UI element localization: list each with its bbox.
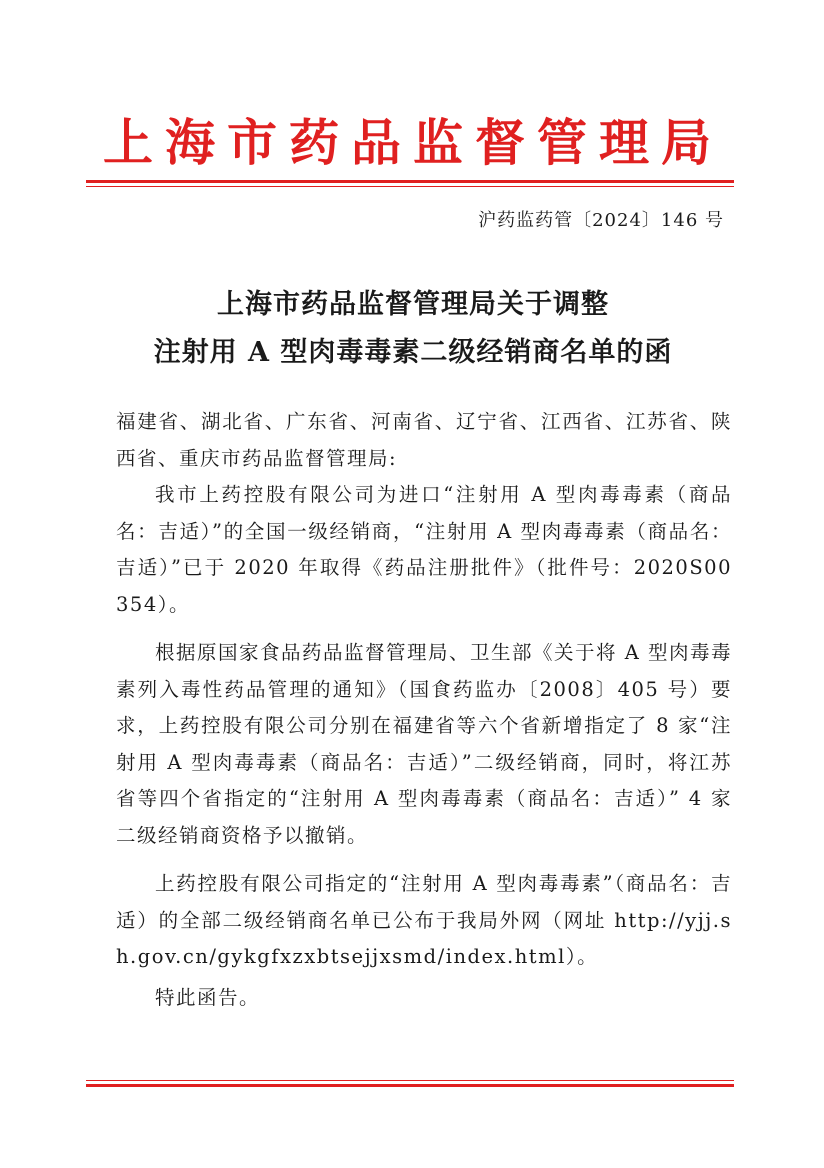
footer-rule-thin <box>86 1080 734 1081</box>
letterhead-rule-thin <box>86 186 734 187</box>
body-paragraph-1: 我市上药控股有限公司为进口“注射用 A 型肉毒毒素（商品名：吉适）”的全国一级经销商，“注射用 A 型肉毒毒素（商品名：吉适）”已于 2020 年取得《药品注册批件》（批件号：2020S00354）。 <box>116 483 732 616</box>
body-paragraph-3: 上药控股有限公司指定的“注射用 A 型肉毒毒素”（商品名：吉适）的全部二级经销商名单已公布于我局外网（网址 http://yjj.sh.gov.cn/gykgfxzxbtsejjxsmd/index.html）。 <box>116 872 732 968</box>
body-paragraph-2: 根据原国家食品药品监督管理局、卫生部《关于将 A 型肉毒毒素列入毒性药品管理的通知》（国食药监办〔2008〕405 号）要求，上药控股有限公司分别在福建省等六个省新增指定了 8 家“注射用 A 型肉毒毒素（商品名：吉适）”二级经销商，同时，将江苏省等四个省指定的“注射用 A 型肉毒毒素（商品名：吉适）” 4 家二级经销商资格予以撤销。 <box>116 641 732 847</box>
document-title-line1: 上海市药品监督管理局关于调整 <box>217 289 609 320</box>
document-body <box>116 404 732 1016</box>
closing-paragraph: 特此函告。 <box>155 985 261 1009</box>
letterhead-rule-thick <box>86 180 734 183</box>
footer-rule-thick <box>86 1084 734 1087</box>
agency-letterhead: 上海市药品监督管理局 <box>103 113 723 172</box>
document-number: 沪药监药管〔2024〕146 号 <box>478 210 724 231</box>
recipients-paragraph: 福建省、湖北省、广东省、河南省、辽宁省、江西省、江苏省、陕西省、重庆市药品监督管理局: <box>116 410 732 470</box>
document-title-line2: 注射用 A 型肉毒毒素二级经销商名单的函 <box>153 337 673 368</box>
